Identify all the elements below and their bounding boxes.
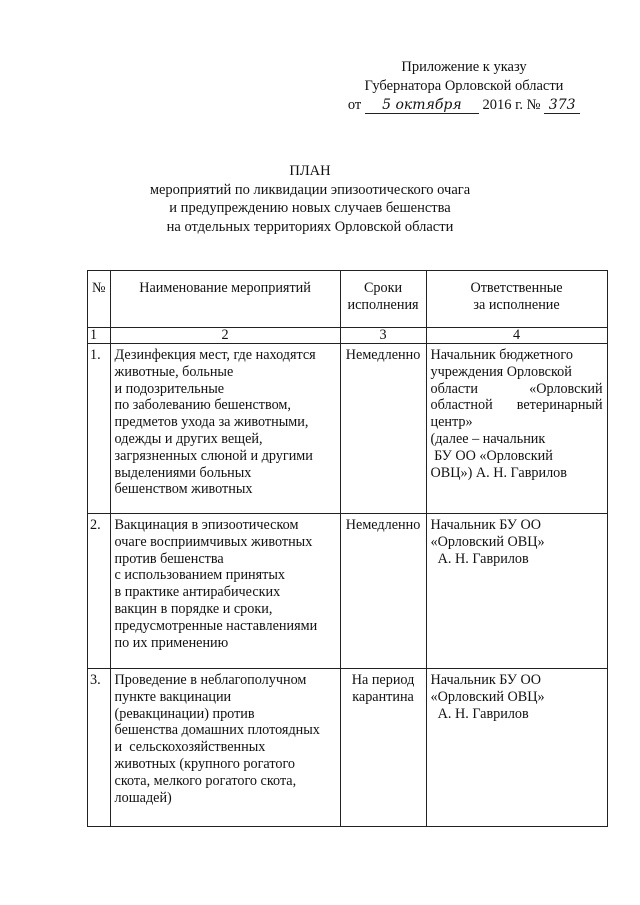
row-3-name: Проведение в неблагополучном пункте вакцинации (ревакцинации) против бешенства домашних плотоядных и сельскохозяйственных животных (крупного рогатого скота, мелкого рогатого скота, лошадей) xyxy=(110,669,340,827)
plan-table xyxy=(87,270,608,827)
table-row xyxy=(88,669,608,827)
row-1-term: Немедленно xyxy=(340,344,426,514)
row-3-num: 3. xyxy=(88,669,111,827)
annex-line-2: Губернатора Орловской области xyxy=(364,78,564,94)
row-1-num: 1. xyxy=(88,344,111,514)
header-responsible: Ответственные за исполнение xyxy=(426,271,607,328)
row-3-responsible: Начальник БУ ОО «Орловский ОВЦ» А. Н. Гаврилов xyxy=(426,669,607,827)
row-1-responsible: Начальник бюджетного учреждения Орловской области «Орловский областной ветеринарный центр» (далее – начальник БУ ОО «Орловский ОВЦ») А. Н. Гаврилов xyxy=(426,344,607,514)
annex-prefix: от xyxy=(347,97,362,113)
col-number-3: 3 xyxy=(340,328,426,344)
col-number-2: 2 xyxy=(110,328,340,344)
table-row xyxy=(88,514,608,669)
document-title xyxy=(130,162,490,236)
title-line-4: на отдельных территориях Орловской области xyxy=(166,218,454,235)
handwritten-number: 373 xyxy=(544,98,580,114)
row-3-term: На период карантина xyxy=(340,669,426,827)
row-2-term: Немедленно xyxy=(340,514,426,669)
annex-line-3 xyxy=(344,96,584,115)
row-1-name: Дезинфекция мест, где находятся животные, больные и подозрительные по заболеванию бешенством, предметов ухода за животными, одежды и других вещей, загрязненных слюной и другими выделениями больных бешенством животных xyxy=(110,344,340,514)
handwritten-date: 5 октября xyxy=(365,98,479,114)
col-number-1: 1 xyxy=(88,328,111,344)
row-2-responsible: Начальник БУ ОО «Орловский ОВЦ» А. Н. Гаврилов xyxy=(426,514,607,669)
annex-line-1: Приложение к указу xyxy=(401,59,527,75)
header-name: Наименование мероприятий xyxy=(110,271,340,328)
row-2-name: Вакцинация в эпизоотическом очаге восприимчивых животных против бешенства с использованием принятых в практике антирабических вакцин в порядке и сроки, предусмотренные наставлениями по их применению xyxy=(110,514,340,669)
title-line-1: ПЛАН xyxy=(289,163,331,179)
annex-block xyxy=(344,58,584,115)
title-line-3: и предупреждению новых случаев бешенства xyxy=(169,200,451,216)
column-number-row xyxy=(88,328,608,344)
header-num: № xyxy=(88,271,111,328)
annex-suffix: 2016 г. № xyxy=(482,97,541,113)
title-line-2: мероприятий по ликвидации эпизоотического очага xyxy=(149,181,471,198)
header-term: Сроки исполнения xyxy=(340,271,426,328)
col-number-4: 4 xyxy=(426,328,607,344)
table-header-row xyxy=(88,271,608,328)
table-row xyxy=(88,344,608,514)
row-2-num: 2. xyxy=(88,514,111,669)
